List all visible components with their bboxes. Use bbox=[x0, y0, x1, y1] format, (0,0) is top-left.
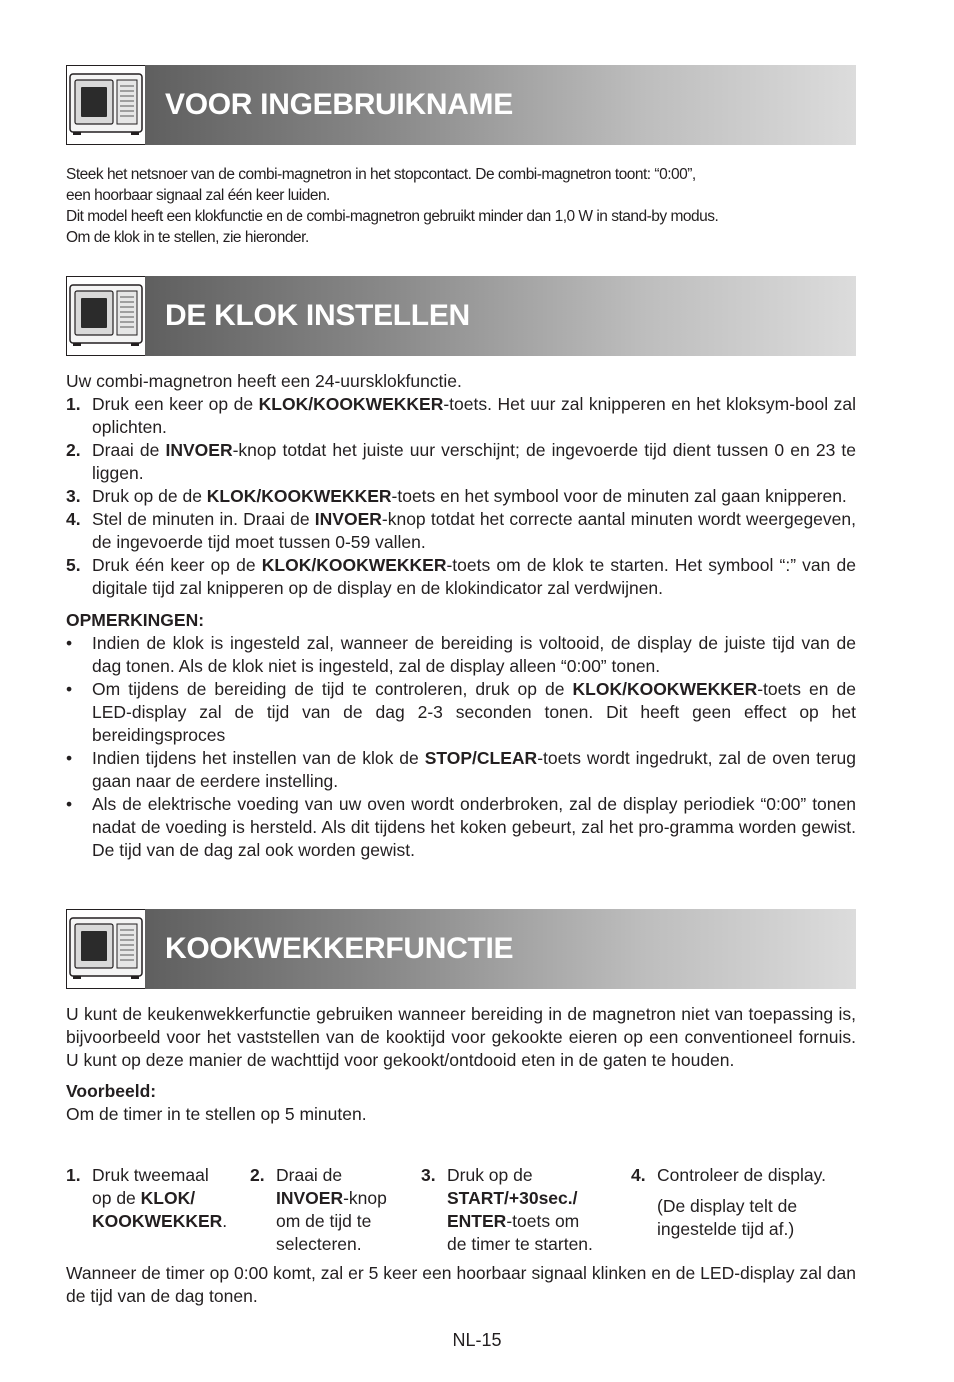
step-text: Draai de bbox=[92, 440, 166, 460]
list-item bbox=[66, 632, 856, 678]
step-key: ENTER bbox=[447, 1211, 507, 1231]
step-key: KLOK/KOOKWEKKER bbox=[261, 555, 447, 575]
intro-line: een hoorbaar signaal zal één keer luiden. bbox=[66, 187, 330, 204]
list-item bbox=[66, 393, 856, 439]
bullet: • bbox=[66, 633, 73, 653]
note-text: Indien de klok is ingesteld zal, wanneer de bereiding is voltooid, de display de juiste tijd van de dag tonen. Als de klok niet is ingesteld, zal de display alleen “0:00” tonen. bbox=[92, 633, 856, 676]
section-title: VOOR INGEBRUIKNAME bbox=[165, 88, 513, 121]
example-heading: Voorbeeld: bbox=[66, 1081, 157, 1101]
step-text: -toets. Het uur zal knipperen en het kloksym-bool zal oplichten. bbox=[92, 394, 856, 437]
microwave-icon bbox=[66, 909, 146, 989]
step-line: selecteren. bbox=[276, 1234, 362, 1254]
intro-paragraph bbox=[66, 164, 856, 248]
microwave-icon bbox=[66, 276, 146, 356]
step-key: KLOK/KOOKWEKKER bbox=[206, 486, 392, 506]
step-text: -toets en het symbool voor de minuten zal gaan knipperen. bbox=[391, 486, 847, 506]
step-number: 5. bbox=[66, 555, 81, 575]
step-text: -knop totdat het correcte aantal minuten wordt weergegeven, de ingevoerde tijd moet tussen 0-59 vallen. bbox=[92, 509, 856, 552]
step-line: (De display telt de bbox=[657, 1196, 798, 1216]
step-text: Druk één keer op de bbox=[92, 555, 262, 575]
note-text: Indien tijdens het instellen van de klok de bbox=[92, 748, 425, 768]
note-key: KLOK/KOOKWEKKER bbox=[572, 679, 758, 699]
intro-line: Steek het netsnoer van de combi-magnetron in het stopcontact. De combi-magnetron toont: “0:00”, bbox=[66, 166, 696, 183]
section-header-voor-ingebruikname bbox=[66, 65, 856, 145]
section-header-de-klok-instellen bbox=[66, 276, 856, 356]
bullet: • bbox=[66, 794, 73, 814]
step-text: -toets om de klok te starten. Het symbool “:” van de digitale tijd zal knipperen op de display en de klokindicator zal verdwijnen. bbox=[92, 555, 856, 598]
list-item bbox=[66, 508, 856, 554]
note-key: STOP/CLEAR bbox=[424, 748, 538, 768]
bullet: • bbox=[66, 679, 73, 699]
notes-heading: OPMERKINGEN: bbox=[66, 610, 205, 630]
step-line: Draai de bbox=[276, 1165, 343, 1185]
step-line: om de tijd te bbox=[276, 1211, 372, 1231]
step-number: 2. bbox=[66, 440, 81, 460]
note-text: -toets en de LED-display zal de tijd van de dag 2-3 seconden tonen. Dit heeft geen effect op het bereidingsproces bbox=[92, 679, 856, 745]
intro-line: Dit model heeft een klokfunctie en de combi-magnetron gebruikt minder dan 1,0 W in stand-by modus. bbox=[66, 208, 719, 225]
timer-outro: Wanneer de timer op 0:00 komt, zal er 5 keer een hoorbaar signaal klinken en de LED-display zal dan de tijd van de dag tonen. bbox=[66, 1263, 856, 1306]
timer-intro: U kunt de keukenwekkerfunctie gebruiken wanneer bereiding in de magnetron niet van toepassing is, bijvoorbeeld voor het vaststellen van de kooktijd voor gekookte eieren op een conventioneel fornuis. U kunt op deze manier de wachttijd voor gekookt/ontdooid eten in de gaten te houden. bbox=[66, 1004, 856, 1070]
step-number: 4. bbox=[66, 509, 81, 529]
note-text: Als de elektrische voeding van uw oven wordt onderbroken, zal de display periodiek “0:00” tonen nadat de voeding is hersteld. Als dit tijdens het koken gebeurt, zal het pro-gramma worden gewist. De tijd van de dag zal ook worden gewist. bbox=[92, 794, 856, 860]
step-line: Druk op de bbox=[447, 1165, 533, 1185]
step-key: INVOER bbox=[276, 1188, 344, 1208]
clock-lead: Uw combi-magnetron heeft een 24-uursklokfunctie. bbox=[66, 371, 462, 391]
clock-section-body bbox=[66, 370, 856, 862]
step-line: Druk tweemaal bbox=[92, 1165, 209, 1185]
bullet: • bbox=[66, 748, 73, 768]
list-item bbox=[66, 439, 856, 485]
list-item bbox=[66, 678, 856, 747]
step-number: 1. bbox=[66, 1165, 81, 1185]
step-key: KLOK/KOOKWEKKER bbox=[258, 394, 444, 414]
step-text: -knop totdat het juiste uur verschijnt; de ingevoerde tijd dient tussen 0 en 23 te liggen. bbox=[92, 440, 856, 483]
step-text: Druk een keer op de bbox=[92, 394, 259, 414]
clock-steps bbox=[66, 393, 856, 600]
step-key: KOOKWEKKER bbox=[92, 1211, 223, 1231]
intro-line: Om de klok in te stellen, zie hieronder. bbox=[66, 229, 309, 246]
step-key: INVOER bbox=[314, 509, 382, 529]
step-line: -knop bbox=[343, 1188, 387, 1208]
notes-list bbox=[66, 632, 856, 862]
step-number: 2. bbox=[250, 1165, 265, 1185]
step-key: INVOER bbox=[165, 440, 233, 460]
step-number: 1. bbox=[66, 394, 81, 414]
note-text: -toets wordt ingedrukt, zal de oven terug gaan naar de eerdere instelling. bbox=[92, 748, 857, 791]
timer-section-body bbox=[66, 1003, 856, 1126]
microwave-icon bbox=[66, 65, 146, 145]
note-text: Om tijdens de bereiding de tijd te controleren, druk op de bbox=[92, 679, 573, 699]
section-title-bar bbox=[145, 65, 856, 145]
section-title-bar bbox=[145, 909, 856, 989]
list-item bbox=[66, 485, 856, 508]
example-text: Om de timer in te stellen op 5 minuten. bbox=[66, 1104, 367, 1124]
section-title: DE KLOK INSTELLEN bbox=[165, 299, 470, 332]
list-item bbox=[66, 793, 856, 862]
step-text: Stel de minuten in. Draai de bbox=[92, 509, 315, 529]
step-key: KLOK/ bbox=[140, 1188, 196, 1208]
step-line: de timer te starten. bbox=[447, 1234, 593, 1254]
page-number: NL-15 bbox=[452, 1330, 502, 1350]
section-title: KOOKWEKKERFUNCTIE bbox=[165, 932, 514, 965]
list-item bbox=[66, 747, 856, 793]
list-item bbox=[66, 554, 856, 600]
step-number: 4. bbox=[631, 1165, 646, 1185]
step-line: ingestelde tijd af.) bbox=[657, 1219, 795, 1239]
step-key: START/+30sec./ bbox=[447, 1188, 578, 1208]
step-text: Druk op de de bbox=[92, 486, 207, 506]
step-number: 3. bbox=[421, 1165, 436, 1185]
step-number: 3. bbox=[66, 486, 81, 506]
step-line: op de bbox=[92, 1188, 141, 1208]
step-line: -toets om bbox=[506, 1211, 580, 1231]
section-header-kookwekkerfunctie bbox=[66, 909, 856, 989]
step-line: . bbox=[222, 1211, 228, 1231]
step-line: Controleer de display. bbox=[657, 1165, 826, 1185]
timer-steps bbox=[66, 1164, 856, 1264]
section-title-bar bbox=[145, 276, 856, 356]
